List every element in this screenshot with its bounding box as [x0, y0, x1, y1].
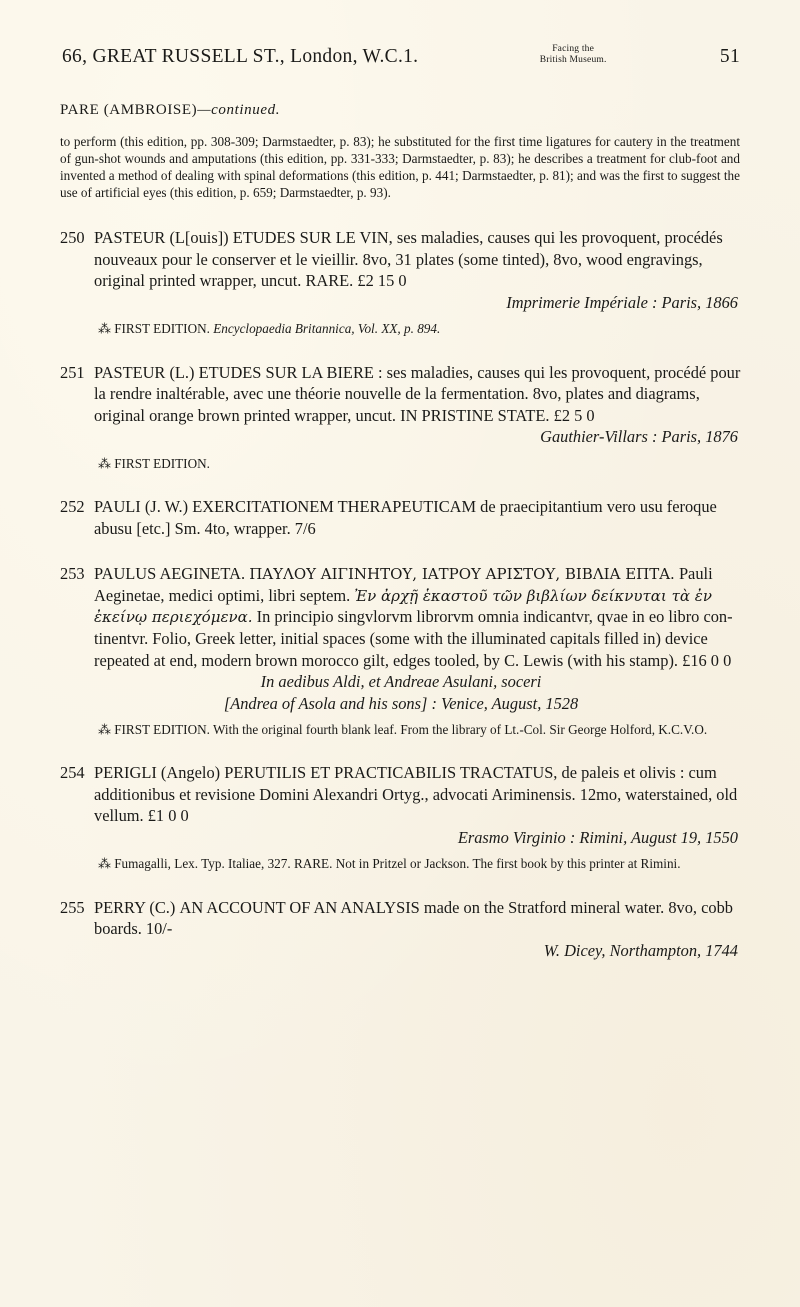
entry-number: 254 — [60, 763, 85, 783]
entry-number: 252 — [60, 497, 85, 517]
entry-greek-phrase: Ἐν ἀρχῇ ἑκαστοῦ τῶν βιβλίων δείκνυται τὰ ἐν ἐκείνῳ περιεχόμενα. — [94, 586, 712, 627]
asterisk-marker: ⁂ — [98, 455, 112, 471]
entry-provenance — [58, 855, 742, 872]
catalogue-entry — [58, 227, 742, 313]
entry-author: PERIGLI (Angelo) — [94, 763, 221, 783]
entry-price: £1 0 0 — [147, 806, 189, 826]
entry-text-line1: de paleis et olivis : cum additionibus et revisione Domini Alexandri Ortyg., advocati Ariminensis. — [94, 763, 717, 804]
entry-price: £16 0 0 — [682, 650, 732, 670]
entry-price: 7/6 — [294, 518, 316, 538]
entry-number: 253 — [60, 564, 85, 584]
entry-edition-note: RARE. — [305, 271, 354, 291]
entry-text-line1: de praecipitantium vero usu feroque abusu — [94, 497, 717, 538]
entry-body — [60, 227, 742, 313]
entry-text-line2: [etc.] — [136, 518, 171, 538]
catalogue-entry — [58, 362, 742, 448]
entry-author: PAULUS AEGINETA. — [94, 564, 246, 584]
page-number: 51 — [719, 45, 740, 67]
entry-price: £2 15 0 — [357, 271, 407, 291]
entry-title: EXERCITATIONEM THERAPEUTICAM — [192, 497, 477, 517]
running-head-note-line1: Facing the — [552, 44, 595, 54]
entry-body — [60, 362, 742, 448]
entry-imprint: Erasmo Virginio : Rimini, August 19, 1550 — [457, 827, 738, 847]
entry-imprint-line1: In aedibus Aldi, et Andreae Asulani, soceri — [260, 672, 542, 692]
running-head-note-line2: British Museum. — [539, 54, 607, 65]
section-heading — [58, 102, 742, 119]
entry-title-greek: ΠΑΥΛΟΥ ΑΙΓΙΝΗΤΟΥ, ΙΑΤΡΟΥ ΑΡΙΣΤΟΥ, ΒΙΒΛΙΑ ΕΠΤΑ. — [249, 565, 675, 584]
entry-provenance-label: FIRST EDITION. — [114, 722, 210, 738]
entry-number: 250 — [60, 228, 85, 248]
entry-provenance-ref: Encyclopaedia Britannica, Vol. XX, p. 894. — [213, 321, 441, 337]
entry-collation: 8vo, 31 plates (some tinted), 8vo, wood engravings, original printed wrapper, uncut. — [94, 249, 703, 291]
entry-text-line2: vieillir. — [311, 249, 359, 269]
entry-collation: Sm. 4to, wrapper. — [174, 518, 291, 538]
entry-author: PASTEUR (L.) — [94, 362, 195, 382]
entry-collation: 8vo, plates and diagrams, original orange brown printed wrapper, uncut. — [94, 384, 700, 425]
entry-body — [60, 496, 742, 539]
entry-body — [60, 897, 742, 961]
entry-number: 251 — [60, 362, 85, 382]
running-head-address: 66, GREAT RUSSELL ST., London, W.C.1. — [62, 45, 419, 67]
entry-title: AN ACCOUNT OF AN ANALYSIS — [179, 897, 420, 917]
catalogue-entry — [58, 496, 742, 539]
entry-author: PAULI (J. W.) — [94, 497, 189, 517]
entry-collation: 12mo, waterstained, old vellum. — [94, 784, 738, 826]
entry-price: 10/- — [145, 919, 173, 939]
entry-provenance — [58, 721, 742, 738]
entry-imprint: Imprimerie Impériale : Paris, 1866 — [506, 292, 738, 312]
entry-provenance-label: FIRST EDITION. — [114, 455, 210, 471]
note-paragraph: to perform (this edition, pp. 308-309; Darmstaedter, p. 83); he substituted for the first time ligatures for cautery in the treatment of gun-shot wounds and amputations (this edition, pp. 331-333; Darmstaedter, p. 83); he describes a treatment for club-foot and invented a method of dealing with spinal deformations (this edition, p. 441; Darmstaedter, p. 81); and was the first to suggest the use of artificial eyes (this edition, p. 659; Darmstaedter, p. 93). — [60, 133, 740, 201]
entry-provenance — [58, 320, 742, 337]
entry-author: PASTEUR (L[ouis]) — [94, 228, 229, 248]
entry-text-line1: ses maladies, causes qui les provoquent, procédés nouveaux pour le conserver et le — [94, 228, 723, 269]
entry-provenance-ref: With the original fourth blank leaf. From the library of Lt.-Col. Sir George Holford, K.C.V.O. — [212, 722, 708, 738]
section-heading-continued: —continued. — [197, 101, 281, 118]
entry-text-body: In principio singvlorvm librorvm omnia indicantvr, qvae in eo libro continentvr. Folio, Greek letter, initial spaces (some with the illuminated capitals filled in) device repeated at end, modern brown morocco gilt, edges tooled, by C. Lewis (with his stamp). — [94, 607, 733, 670]
asterisk-marker: ⁂ — [98, 722, 112, 738]
entry-body — [60, 762, 742, 848]
entry-text-line2: nouvelle de la fermentation. — [344, 384, 529, 404]
entry-price: £2 5 0 — [553, 405, 595, 425]
running-head — [58, 44, 742, 68]
section-heading-label: PARE (AMBROISE) — [60, 101, 198, 118]
entry-title: ETUDES SUR LA BIERE : — [198, 362, 383, 382]
entry-number: 255 — [60, 897, 85, 917]
entry-body — [60, 563, 742, 714]
entry-text-line1: Pauli Aeginetae, medici optimi, libri septem. — [94, 564, 713, 605]
catalogue-entry — [58, 563, 742, 714]
catalogue-entry — [58, 762, 742, 848]
running-head-note — [522, 44, 617, 68]
entry-imprint-line2: [Andrea of Asola and his sons] : Venice, August, 1528 — [223, 693, 579, 713]
entry-imprint: Gauthier-Villars : Paris, 1876 — [540, 427, 738, 447]
entry-text-line1: ses maladies, causes qui les provoquent, procédé pour la rendre inaltérable, avec une théorie — [94, 362, 741, 404]
entry-imprint: W. Dicey, Northampton, 1744 — [543, 940, 738, 960]
entry-title: ETUDES SUR LE VIN, — [232, 228, 393, 248]
entry-title: PERUTILIS ET PRACTICABILIS TRACTATUS, — [224, 763, 558, 783]
entry-spacer — [58, 545, 742, 563]
asterisk-marker: ⁂ — [98, 856, 112, 872]
entry-collation: 8vo, cobb boards. — [94, 897, 733, 939]
asterisk-marker: ⁂ — [98, 321, 112, 337]
entry-edition-note: IN PRISTINE STATE. — [400, 405, 550, 425]
entry-text-line1: made on the Stratford mineral water. — [423, 897, 665, 917]
entry-author: PERRY (C.) — [94, 897, 176, 917]
entry-provenance-ref: Fumagalli, Lex. Typ. Italiae, 327. RARE. Not in Pritzel or Jackson. The first book by this printer at Rimini. — [114, 856, 681, 872]
catalogue-entry — [58, 897, 742, 961]
entry-provenance-label: FIRST EDITION. — [114, 321, 210, 337]
entry-provenance — [58, 455, 742, 472]
